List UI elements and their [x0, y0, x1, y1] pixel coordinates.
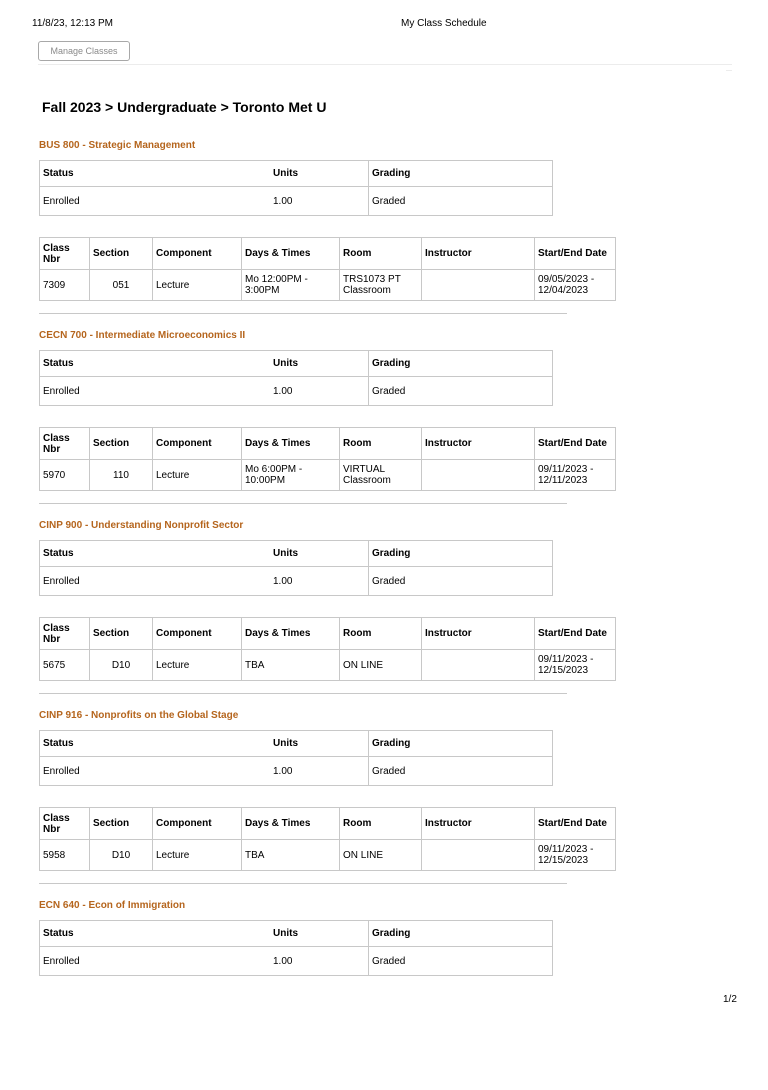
section-component-text: Lecture [156, 849, 190, 861]
section-header-component [152, 428, 241, 459]
section-component [152, 650, 241, 680]
section-header-component [152, 618, 241, 649]
status-header-grading-text: Grading [372, 738, 411, 749]
section-component [152, 460, 241, 490]
section-header-class-nbr [40, 428, 89, 459]
status-header-status-text: Status [43, 738, 74, 749]
enrollment-status-table [39, 350, 553, 406]
section-header-instructor [421, 808, 534, 839]
section-header-room [339, 238, 421, 269]
status-row [40, 947, 552, 975]
status-units-text: 1.00 [273, 765, 293, 777]
section-room [339, 650, 421, 680]
course-title: CINP 900 - Understanding Nonprofit Sector [39, 520, 244, 531]
status-header-status-text: Status [43, 928, 74, 939]
course-block [39, 520, 619, 710]
section-header-room [339, 428, 421, 459]
status-header-units-text: Units [273, 168, 298, 179]
status-header-units [270, 731, 368, 756]
section-room [339, 460, 421, 490]
course-title: ECN 640 - Econ of Immigration [39, 900, 186, 911]
class-section-table [39, 807, 616, 871]
section-header-room-text: Room [343, 818, 372, 829]
course-title: CECN 700 - Intermediate Microeconomics II [39, 330, 246, 341]
term-breadcrumb: Fall 2023 > Undergraduate > Toronto Met U [42, 99, 327, 115]
status-header-grading [368, 541, 553, 566]
top-divider-fragment [726, 70, 732, 71]
status-units [270, 567, 368, 595]
section-section [89, 840, 152, 870]
section-component [152, 840, 241, 870]
section-header-instructor-text: Instructor [425, 818, 472, 829]
status-status [40, 567, 270, 595]
section-header-component [152, 808, 241, 839]
section-days-times [241, 650, 339, 680]
status-status-text: Enrolled [43, 385, 80, 397]
section-section-text: 051 [112, 279, 130, 291]
section-header-room-text: Room [343, 628, 372, 639]
section-header-days-times [241, 808, 339, 839]
course-title: BUS 800 - Strategic Management [39, 140, 196, 151]
section-start-end-text: 09/11/2023 - 12/11/2023 [538, 464, 594, 486]
status-grading [368, 567, 553, 595]
status-header-grading-text: Grading [372, 168, 411, 179]
status-header-grading [368, 351, 553, 376]
section-header-component-text: Component [156, 248, 212, 259]
status-header-grading [368, 731, 553, 756]
status-header-grading-text: Grading [372, 548, 411, 559]
status-row [40, 377, 552, 405]
section-header-class-nbr-text: Class Nbr [43, 622, 70, 645]
status-header-status [40, 161, 270, 186]
section-class-nbr [40, 460, 89, 490]
section-header-days-times-text: Days & Times [245, 818, 311, 829]
page-number: 1/2 [723, 994, 737, 1005]
print-date: 11/8/23, 12:13 PM [32, 18, 113, 29]
section-header-class-nbr [40, 238, 89, 269]
status-header-grading [368, 161, 553, 186]
course-divider [39, 313, 567, 314]
status-units [270, 757, 368, 785]
status-header-units-text: Units [273, 738, 298, 749]
status-units-text: 1.00 [273, 385, 293, 397]
course-divider [39, 503, 567, 504]
section-header-section [89, 808, 152, 839]
status-units [270, 187, 368, 215]
enrollment-status-table [39, 730, 553, 786]
status-units [270, 947, 368, 975]
status-header-status [40, 351, 270, 376]
section-start-end [534, 650, 616, 680]
section-days-times-text: Mo 12:00PM - 3:00PM [245, 274, 308, 296]
section-section [89, 650, 152, 680]
status-grading-text: Graded [372, 575, 406, 587]
status-header-grading-text: Grading [372, 358, 411, 369]
manage-classes-button[interactable]: Manage Classes [38, 41, 130, 61]
section-start-end [534, 840, 616, 870]
section-header-room [339, 808, 421, 839]
course-divider [39, 693, 567, 694]
section-header-row [40, 618, 615, 650]
status-grading [368, 187, 553, 215]
section-header-room-text: Room [343, 248, 372, 259]
section-header-section [89, 428, 152, 459]
status-status-text: Enrolled [43, 765, 80, 777]
section-header-start-end [534, 428, 616, 459]
status-header-status-text: Status [43, 548, 74, 559]
section-section-text: D10 [111, 849, 131, 861]
section-section-text: D10 [111, 659, 131, 671]
section-days-times [241, 270, 339, 300]
section-header-instructor [421, 618, 534, 649]
section-days-times [241, 460, 339, 490]
section-header-class-nbr-text: Class Nbr [43, 432, 70, 455]
enrollment-status-table [39, 160, 553, 216]
status-status-text: Enrolled [43, 575, 80, 587]
section-class-nbr [40, 840, 89, 870]
section-header-section-text: Section [93, 628, 130, 639]
section-days-times-text: TBA [245, 849, 265, 861]
course-divider [39, 883, 567, 884]
section-instructor [421, 650, 534, 680]
top-divider [38, 64, 732, 65]
section-header-instructor [421, 238, 534, 269]
status-header-row [40, 161, 552, 187]
section-header-class-nbr [40, 618, 89, 649]
section-header-days-times [241, 238, 339, 269]
class-section-table [39, 617, 616, 681]
status-header-units [270, 351, 368, 376]
status-header-row [40, 541, 552, 567]
section-header-component-text: Component [156, 438, 212, 449]
class-section-table [39, 427, 616, 491]
print-header [32, 18, 732, 32]
section-header-room [339, 618, 421, 649]
status-header-units-text: Units [273, 548, 298, 559]
status-units-text: 1.00 [273, 575, 293, 587]
section-class-nbr-text: 7309 [43, 279, 66, 291]
enrollment-status-table [39, 540, 553, 596]
print-title: My Class Schedule [401, 18, 487, 29]
status-status-text: Enrolled [43, 955, 80, 967]
section-row [40, 840, 615, 870]
status-header-status [40, 541, 270, 566]
status-row [40, 567, 552, 595]
status-row [40, 757, 552, 785]
section-component [152, 270, 241, 300]
status-header-status [40, 731, 270, 756]
section-room [339, 840, 421, 870]
status-status [40, 757, 270, 785]
section-section [89, 270, 152, 300]
status-header-units-text: Units [273, 928, 298, 939]
section-header-instructor-text: Instructor [425, 438, 472, 449]
section-header-section [89, 238, 152, 269]
section-component-text: Lecture [156, 659, 190, 671]
course-block [39, 710, 619, 900]
section-room-text: ON LINE [343, 659, 384, 671]
section-days-times-text: TBA [245, 659, 265, 671]
section-header-start-end-text: Start/End Date [538, 818, 607, 829]
section-header-component-text: Component [156, 628, 212, 639]
section-class-nbr-text: 5970 [43, 469, 66, 481]
section-room-text: ON LINE [343, 849, 384, 861]
section-header-days-times-text: Days & Times [245, 438, 311, 449]
section-header-start-end [534, 618, 616, 649]
class-section-table [39, 237, 616, 301]
section-class-nbr-text: 5675 [43, 659, 66, 671]
section-component-text: Lecture [156, 469, 190, 481]
section-days-times-text: Mo 6:00PM - 10:00PM [245, 464, 303, 486]
section-header-row [40, 238, 615, 270]
section-row [40, 270, 615, 300]
status-status-text: Enrolled [43, 195, 80, 207]
section-header-component-text: Component [156, 818, 212, 829]
status-grading-text: Graded [372, 385, 406, 397]
section-header-start-end-text: Start/End Date [538, 248, 607, 259]
section-header-class-nbr-text: Class Nbr [43, 812, 70, 835]
section-start-end-text: 09/05/2023 - 12/04/2023 [538, 274, 595, 296]
section-row [40, 650, 615, 680]
section-header-component [152, 238, 241, 269]
status-header-status-text: Status [43, 358, 74, 369]
section-days-times [241, 840, 339, 870]
section-room-text: VIRTUAL Classroom [343, 464, 391, 486]
status-grading-text: Graded [372, 195, 406, 207]
section-header-start-end [534, 808, 616, 839]
section-header-section-text: Section [93, 248, 130, 259]
section-header-days-times-text: Days & Times [245, 248, 311, 259]
section-header-section-text: Section [93, 818, 130, 829]
section-header-instructor-text: Instructor [425, 248, 472, 259]
status-grading-text: Graded [372, 955, 406, 967]
section-header-days-times [241, 428, 339, 459]
section-header-row [40, 808, 615, 840]
status-units [270, 377, 368, 405]
section-section [89, 460, 152, 490]
status-units-text: 1.00 [273, 195, 293, 207]
status-header-row [40, 351, 552, 377]
status-header-status-text: Status [43, 168, 74, 179]
status-grading [368, 947, 553, 975]
section-start-end-text: 09/11/2023 - 12/15/2023 [538, 844, 594, 866]
section-header-class-nbr [40, 808, 89, 839]
section-instructor [421, 270, 534, 300]
course-title: CINP 916 - Nonprofits on the Global Stage [39, 710, 239, 721]
section-header-start-end-text: Start/End Date [538, 438, 607, 449]
section-header-instructor [421, 428, 534, 459]
section-row [40, 460, 615, 490]
section-start-end-text: 09/11/2023 - 12/15/2023 [538, 654, 594, 676]
section-header-start-end-text: Start/End Date [538, 628, 607, 639]
status-header-status [40, 921, 270, 946]
section-instructor [421, 460, 534, 490]
section-header-class-nbr-text: Class Nbr [43, 242, 70, 265]
status-status [40, 377, 270, 405]
course-block [39, 900, 619, 1090]
section-component-text: Lecture [156, 279, 190, 291]
status-header-units-text: Units [273, 358, 298, 369]
status-header-units [270, 541, 368, 566]
status-grading-text: Graded [372, 765, 406, 777]
section-class-nbr [40, 650, 89, 680]
section-header-section [89, 618, 152, 649]
status-units-text: 1.00 [273, 955, 293, 967]
section-header-room-text: Room [343, 438, 372, 449]
section-class-nbr [40, 270, 89, 300]
status-grading [368, 757, 553, 785]
status-status [40, 947, 270, 975]
section-start-end [534, 460, 616, 490]
status-header-row [40, 921, 552, 947]
course-block [39, 140, 619, 330]
section-header-days-times [241, 618, 339, 649]
status-row [40, 187, 552, 215]
course-block [39, 330, 619, 520]
section-room-text: TRS1073 PT Classroom [343, 274, 401, 296]
status-header-units [270, 161, 368, 186]
status-header-grading [368, 921, 553, 946]
section-instructor [421, 840, 534, 870]
section-header-instructor-text: Instructor [425, 628, 472, 639]
section-header-start-end [534, 238, 616, 269]
status-status [40, 187, 270, 215]
status-header-units [270, 921, 368, 946]
status-header-grading-text: Grading [372, 928, 411, 939]
section-header-section-text: Section [93, 438, 130, 449]
section-room [339, 270, 421, 300]
enrollment-status-table [39, 920, 553, 976]
section-class-nbr-text: 5958 [43, 849, 66, 861]
section-header-row [40, 428, 615, 460]
status-header-row [40, 731, 552, 757]
section-header-days-times-text: Days & Times [245, 628, 311, 639]
section-start-end [534, 270, 616, 300]
section-section-text: 110 [113, 469, 129, 481]
status-grading [368, 377, 553, 405]
